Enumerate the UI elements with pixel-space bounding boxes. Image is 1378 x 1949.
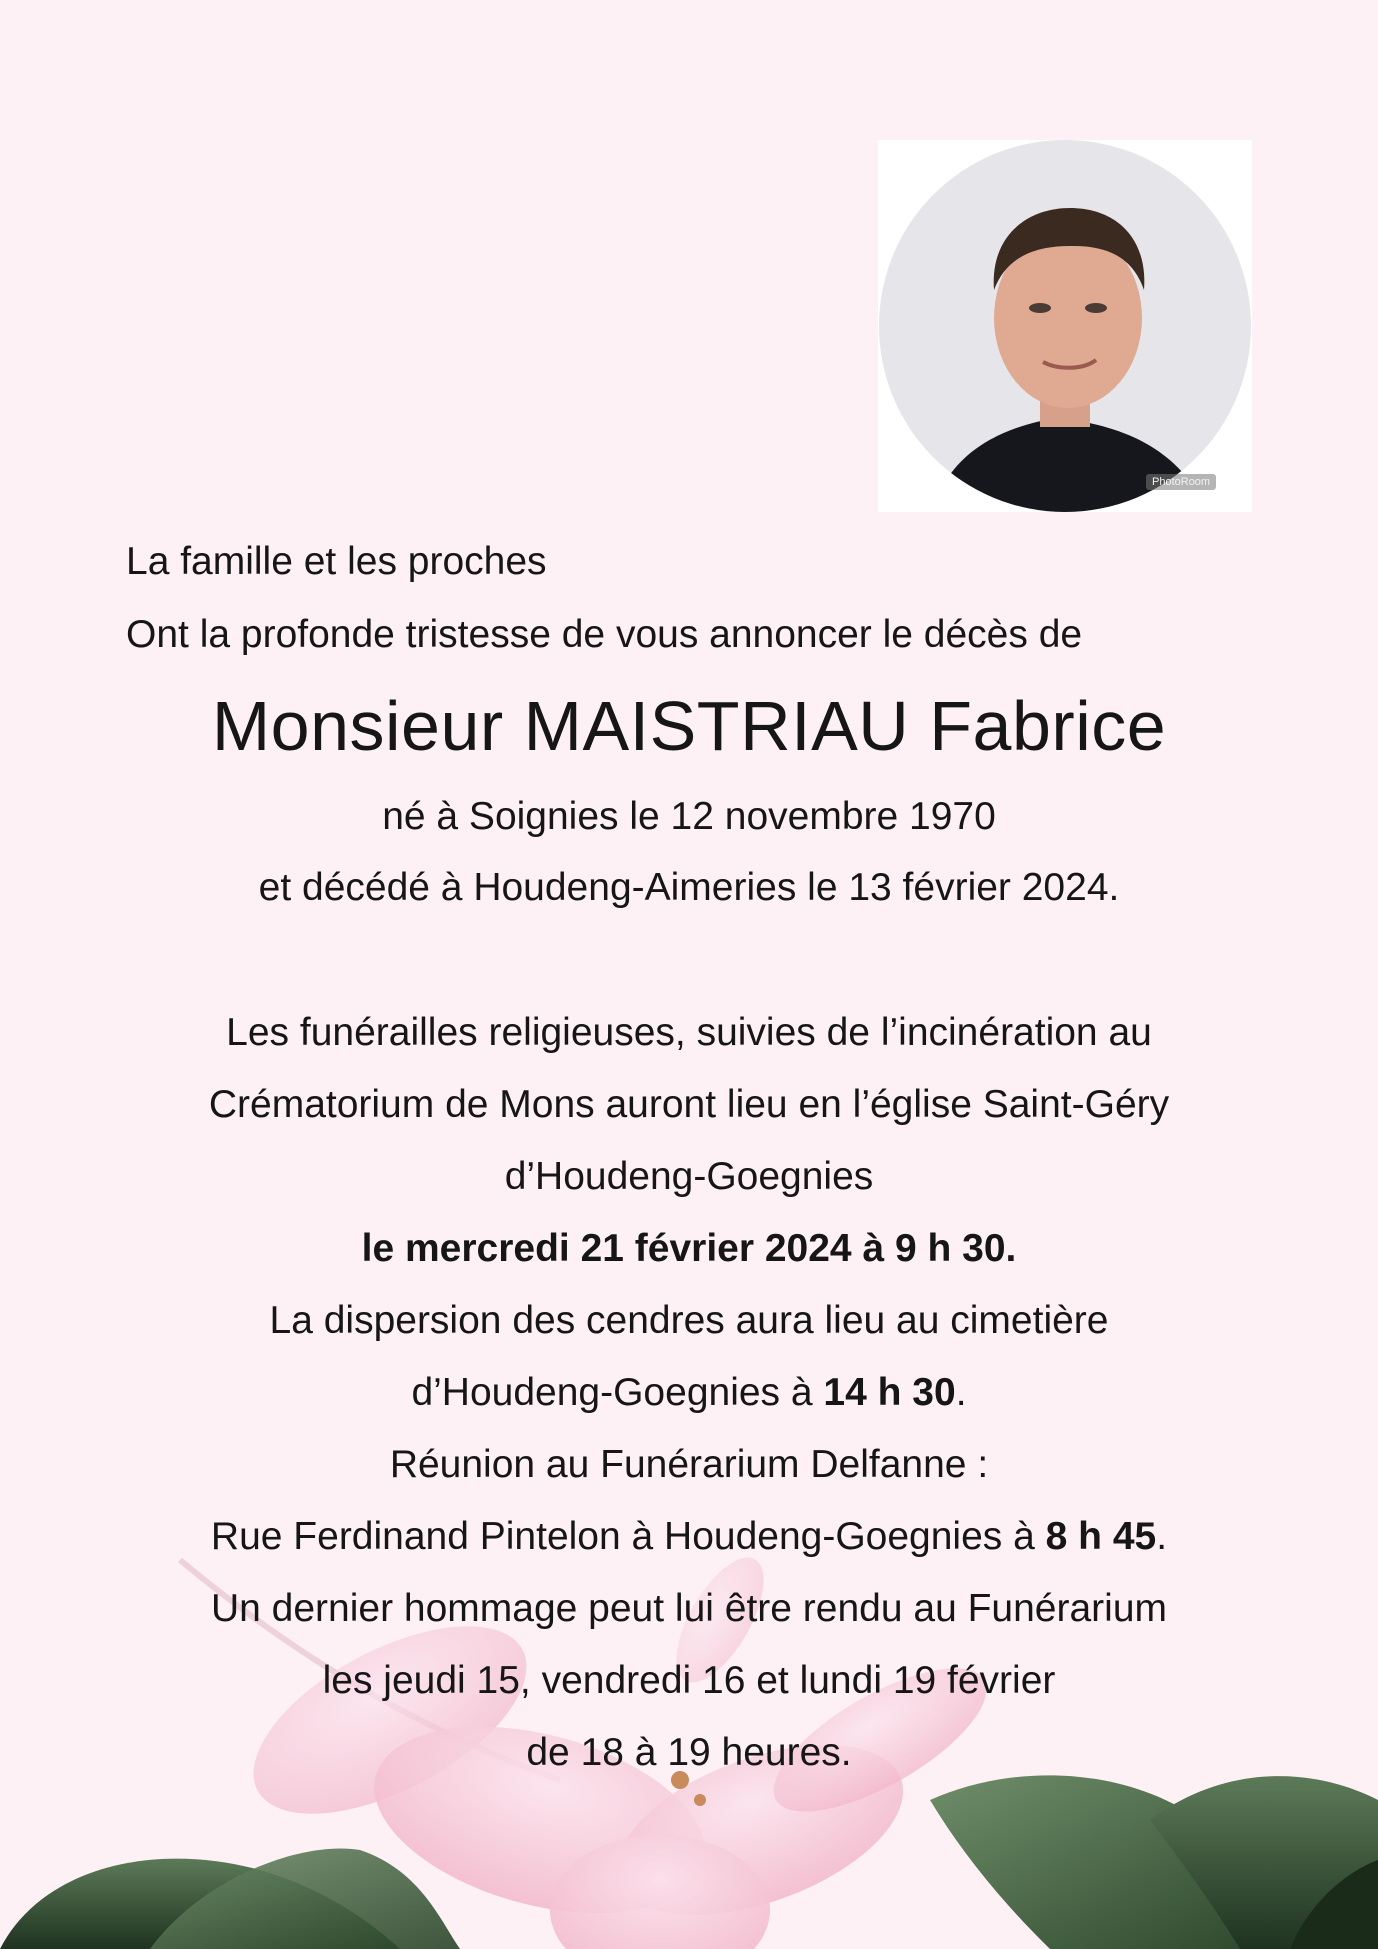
announcement-line-2: Ont la profonde tristesse de vous annoncer le décès de — [126, 613, 1083, 656]
dispersion-line-1: La dispersion des cendres aura lieu au cimetière — [269, 1299, 1109, 1342]
funeral-date: le mercredi 21 février 2024 à 9 h 30. — [361, 1227, 1017, 1270]
announcement-line-1: La famille et les proches — [126, 540, 547, 583]
dispersion-line-2 — [0, 1371, 1378, 1415]
meeting-prefix: Rue Ferdinand Pintelon à Houdeng-Goegnies à — [210, 1515, 1046, 1558]
photoroom-watermark: PhotoRoom — [1146, 474, 1216, 490]
meeting-time: 8 h 45 — [1045, 1515, 1157, 1558]
funeral-line-1: Les funérailles religieuses, suivies de l’incinération au — [226, 1011, 1152, 1054]
funeral-line-3: d’Houdeng-Goegnies — [504, 1155, 874, 1198]
dispersion-suffix: . — [955, 1371, 967, 1414]
dispersion-time: 14 h 30 — [823, 1371, 956, 1414]
meeting-line-2 — [0, 1515, 1378, 1559]
tribute-line-1: Un dernier hommage peut lui être rendu au Funérarium — [210, 1587, 1167, 1630]
tribute-line-2: les jeudi 15, vendredi 16 et lundi 19 février — [322, 1659, 1056, 1702]
tribute-line-3: de 18 à 19 heures. — [526, 1731, 852, 1774]
dispersion-prefix: d’Houdeng-Goegnies à — [411, 1371, 824, 1414]
deceased-name: Monsieur MAISTRIAU Fabrice — [211, 687, 1167, 765]
portrait-photo — [878, 140, 1252, 512]
death-line: et décédé à Houdeng-Aimeries le 13 février 2024. — [258, 866, 1120, 909]
meeting-suffix: . — [1156, 1515, 1168, 1558]
birth-line: né à Soignies le 12 novembre 1970 — [382, 795, 996, 838]
meeting-line-1: Réunion au Funérarium Delfanne : — [389, 1443, 989, 1486]
funeral-line-2: Crématorium de Mons auront lieu en l’église Saint-Géry — [208, 1083, 1170, 1126]
